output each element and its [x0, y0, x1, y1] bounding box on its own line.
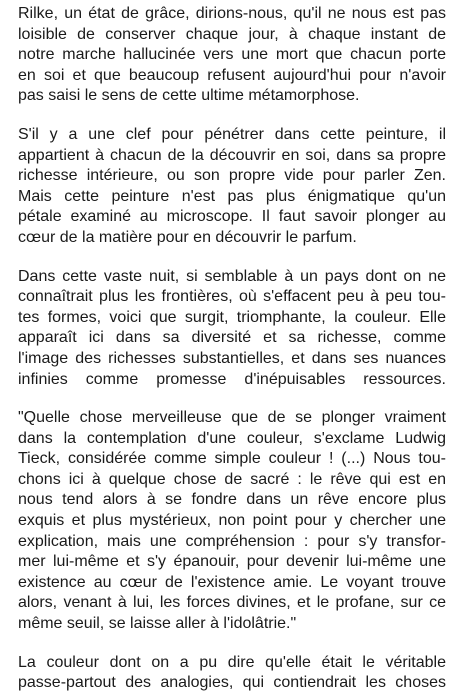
text-line: cœur de la matière pour en découvrir le parfum.	[18, 228, 357, 246]
text-line: Tieck, considérée comme simple couleur ! (...) Nous tou-	[18, 450, 446, 468]
text-line: tes formes, voici que surgit, triomphante, la couleur. Elle	[18, 308, 446, 326]
text-line: l'image des richesses substantielles, et dans ses nuances	[18, 349, 446, 367]
text-line: nous tend alors à se fondre dans un rêve encore plus	[18, 491, 446, 509]
paragraph-3	[18, 267, 446, 391]
text-line: pas saisi le sens de cette ultime métamorphose.	[18, 87, 360, 105]
paragraph-4-quote	[18, 408, 446, 635]
text-line: en soi et que beaucoup refusent aujourd'hui pour n'avoir	[18, 66, 446, 84]
text-line: "Quelle chose merveilleuse que de se plonger vraiment	[18, 409, 446, 427]
text-line: explication, mais une compréhension : pour s'y transfor-	[18, 532, 446, 550]
text-line: Mais cette peinture n'est pas plus énigmatique qu'un	[18, 187, 446, 205]
text-line: apparaît ici dans sa diversité et sa richesse, comme	[18, 329, 446, 347]
text-line: dans la contemplation d'une couleur, s'exclame Ludwig	[18, 429, 446, 447]
paragraph-2	[18, 125, 446, 249]
text-line: existence au cœur de l'existence amie. Le voyant trouve	[18, 573, 446, 591]
paragraph-1	[18, 4, 446, 107]
text-line: richesse intérieure, ou son propre vide pour parler Zen.	[18, 167, 446, 185]
text-line: Dans cette vaste nuit, si semblable à un pays dont on ne	[18, 267, 446, 285]
text-line: connaîtrait plus les frontières, où s'effacent peu à peu tou-	[18, 288, 446, 306]
text-line: notre marche hallucinée vers une mort que chacun porte	[18, 46, 446, 64]
text-line: alors, venant à lui, les forces divines, et le profane, sur ce	[18, 594, 446, 612]
text-line: Rilke, un état de grâce, dirions-nous, qu'il ne nous est pas	[18, 5, 446, 22]
text-line: appartient à chacun de la découvrir en soi, dans sa propre	[18, 146, 446, 164]
text-line: passe-partout des analogies, qui contiendrait les choses	[18, 674, 446, 692]
text-line: même seuil, se laisse aller à l'idolâtrie."	[18, 615, 297, 633]
paragraph-5	[18, 653, 446, 694]
page-text	[18, 4, 446, 694]
text-line: mer lui-même et s'y épanouir, pour devenir lui-même une	[18, 553, 446, 571]
text-line: loisible de conserver chaque jour, à chaque instant de	[18, 25, 446, 43]
text-line: pétale examiné au microscope. Il faut savoir plonger au	[18, 208, 446, 226]
text-line: S'il y a une clef pour pénétrer dans cette peinture, il	[18, 125, 446, 143]
text-line: exquis et plus mystérieux, non point pour y chercher une	[18, 512, 446, 530]
text-line: chons ici à quelque chose de sacré : le rêve qui est en	[18, 470, 446, 488]
text-line: La couleur dont on a pu dire qu'elle était le véritable	[18, 653, 446, 671]
text-line: infinies comme promesse d'inépuisables ressources.	[18, 370, 446, 388]
